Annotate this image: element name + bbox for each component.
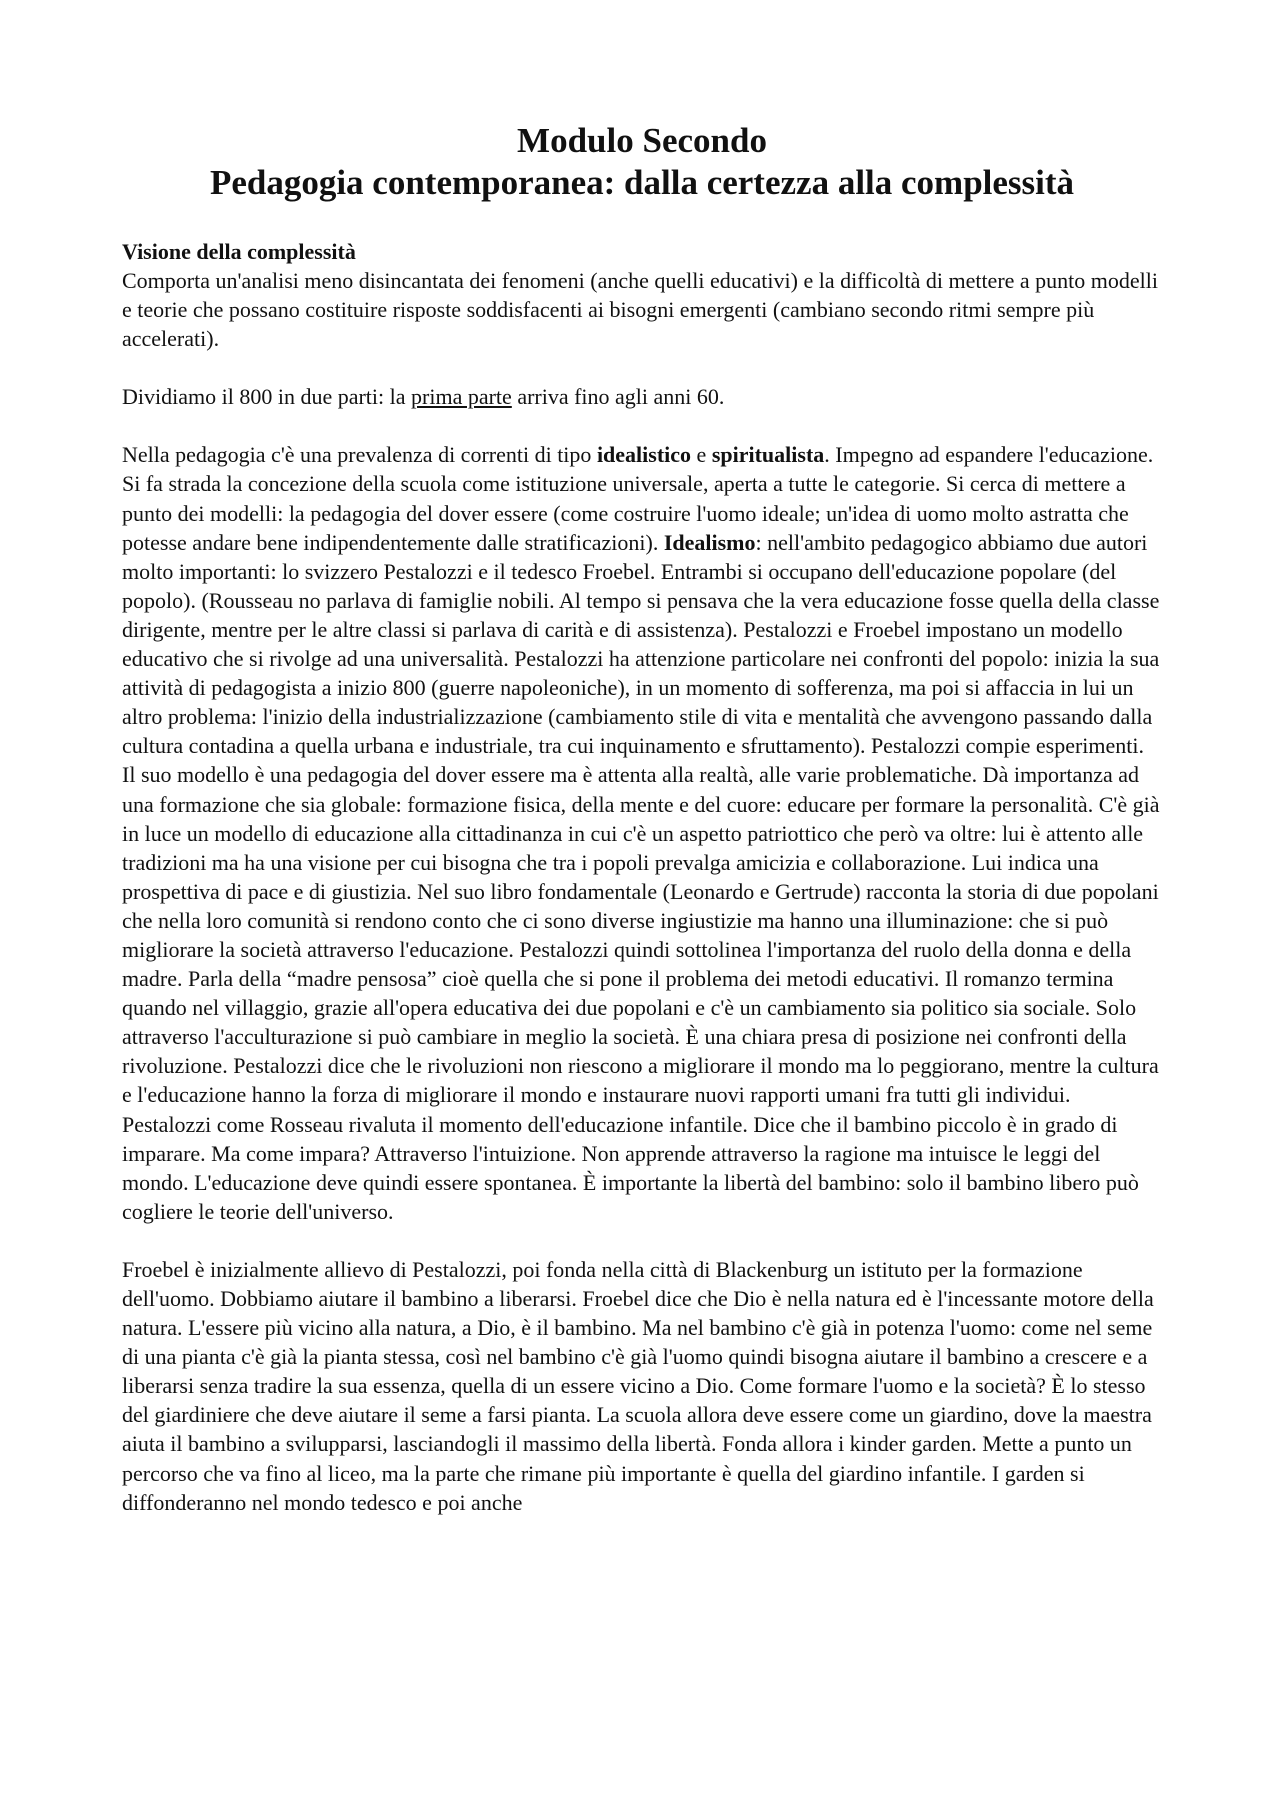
text-span: Dividiamo il 800 in due parti: la [122, 384, 412, 410]
paragraph-intro: Comporta un'analisi meno disincantata dei fenomeni (anche quelli educativi) e la difficoltà di mettere a punto modelli e teorie che possano costituire risposte soddisfacenti ai bisogni emergenti (cambiano secondo ritmi sempre più accelerati). [122, 268, 1158, 352]
paragraph-idealism [122, 440, 1162, 1226]
document-title-line-2: Pedagogia contemporanea: dalla certezza alla complessità [209, 163, 1075, 202]
section-heading: Visione della complessità [122, 239, 356, 264]
paragraph-froebel: Froebel è inizialmente allievo di Pestalozzi, poi fonda nella città di Blackenburg un istituto per la formazione dell'uomo. Dobbiamo aiutare il bambino a liberarsi. Froebel dice che Dio è nella natura ed è l'incessante motore della natura. L'essere più vicino alla natura, a Dio, è il bambino. Ma nel bambino c'è già in potenza l'uomo: come nel seme di una pianta c'è già la pianta stessa, così nel bambino c'è già l'uomo quindi bisogna aiutare il bambino a crescere e a liberarsi senza tradire la sua essenza, quella di un essere vicino a Dio. Come formare l'uomo e la società? È lo stesso del giardiniere che deve aiutare il seme a farsi pianta. La scuola allora deve essere come un giardino, dove la maestra aiuta il bambino a svilupparsi, lasciandogli il massimo della libertà. Fonda allora i kinder garden. Mette a punto un percorso che va fino al liceo, ma la parte che rimane più importante è quella del giardino infantile. I garden si diffonderanno nel mondo tedesco e poi anche [122, 1256, 1154, 1515]
text-span: Nella pedagogia c'è una prevalenza di correnti di tipo [122, 442, 597, 468]
bold-term-idealistico: idealistico [596, 442, 692, 468]
bold-term-spiritualista: spiritualista [711, 442, 825, 468]
bold-term-idealismo: Idealismo [663, 529, 756, 555]
document-page [122, 120, 1162, 1517]
text-span: . Impegno ad espandere l'educazione. Si fa strada la concezione della scuola come istituzione universale, aperta a tutte le categorie. Si cerca di mettere a punto dei modelli: la pedagogia del dover essere (come costruire l'uomo ideale; un'idea di uomo molto astratta che potesse andare bene indipendentemente dalle stratificazioni). [122, 442, 1154, 555]
text-span: arriva fino agli anni 60. [511, 384, 725, 410]
text-span: e [691, 442, 712, 468]
paragraph-division [122, 382, 1162, 411]
text-span: : nell'ambito pedagogico abbiamo due autori molto importanti: lo svizzero Pestalozzi e il tedesco Froebel. Entrambi si occupano dell'educazione popolare (del popolo). (Rousseau no parlava di famiglie nobili. Al tempo si pensava che la vera educazione fosse quella della classe dirigente, mentre per le altre classi si parlava di carità e di assistenza). Pestalozzi e Froebel impostano un modello educativo che si rivolge ad una universalità. Pestalozzi ha attenzione particolare nei confronti del popolo: inizia la sua attività di pedagogista a inizio 800 (guerre napoleoniche), in un momento di sofferenza, ma poi si affaccia in lui un altro problema: l'inizio della industrializzazione (cambiamento stile di vita e mentalità che avvengono passando dalla cultura contadina a quella urbana e industriale, tra cui inquinamento e sfruttamento). Pestalozzi compie esperimenti. Il suo modello è una pedagogia del dover essere ma è attenta alla realtà, alle varie problematiche. Dà importanza ad una formazione che sia globale: formazione fisica, della mente e del cuore: educare per formare la personalità. C'è già in luce un modello di educazione alla cittadinanza in cui c'è un aspetto patriottico che però va oltre: lui è attento alle tradizioni ma ha una visione per cui bisogna che tra i popoli prevalga amicizia e collaborazione. Lui indica una prospettiva di pace e di giustizia. Nel suo libro fondamentale (Leonardo e Gertrude) racconta la storia di due popolani che nella loro comunità si rendono conto che ci sono diverse ingiustizie ma hanno una illuminazione: che si può migliorare la società attraverso l'educazione. Pestalozzi quindi sottolinea l'importanza del ruolo della donna e della madre. Parla della “madre pensosa” cioè quella che si pone il problema dei metodi educativi. Il romanzo termina quando nel villaggio, grazie all'opera educativa dei due popolani e c'è un cambiamento sia politico sia sociale. Solo attraverso l'acculturazione si può cambiare in meglio la società. È una chiara presa di posizione nei confronti della rivoluzione. Pestalozzi dice che le rivoluzioni non riescono a migliorare il mondo ma lo peggiorano, mentre la cultura e l'educazione hanno la forza di migliorare il mondo e instaurare nuovi rapporti umani fra tutti gli individui. Pestalozzi come Rosseau rivaluta il momento dell'educazione infantile. Dice che il bambino piccolo è in grado di imparare. Ma come impara? Attraverso l'intuizione. Non apprende attraverso la ragione ma intuisce le leggi del mondo. L'educazione deve quindi essere spontanea. È importante la libertà del bambino: solo il bambino libero può cogliere le teorie dell'universo. [122, 529, 1160, 1224]
document-title-line-1: Modulo Secondo [517, 121, 767, 160]
underlined-text: prima parte [411, 384, 512, 410]
